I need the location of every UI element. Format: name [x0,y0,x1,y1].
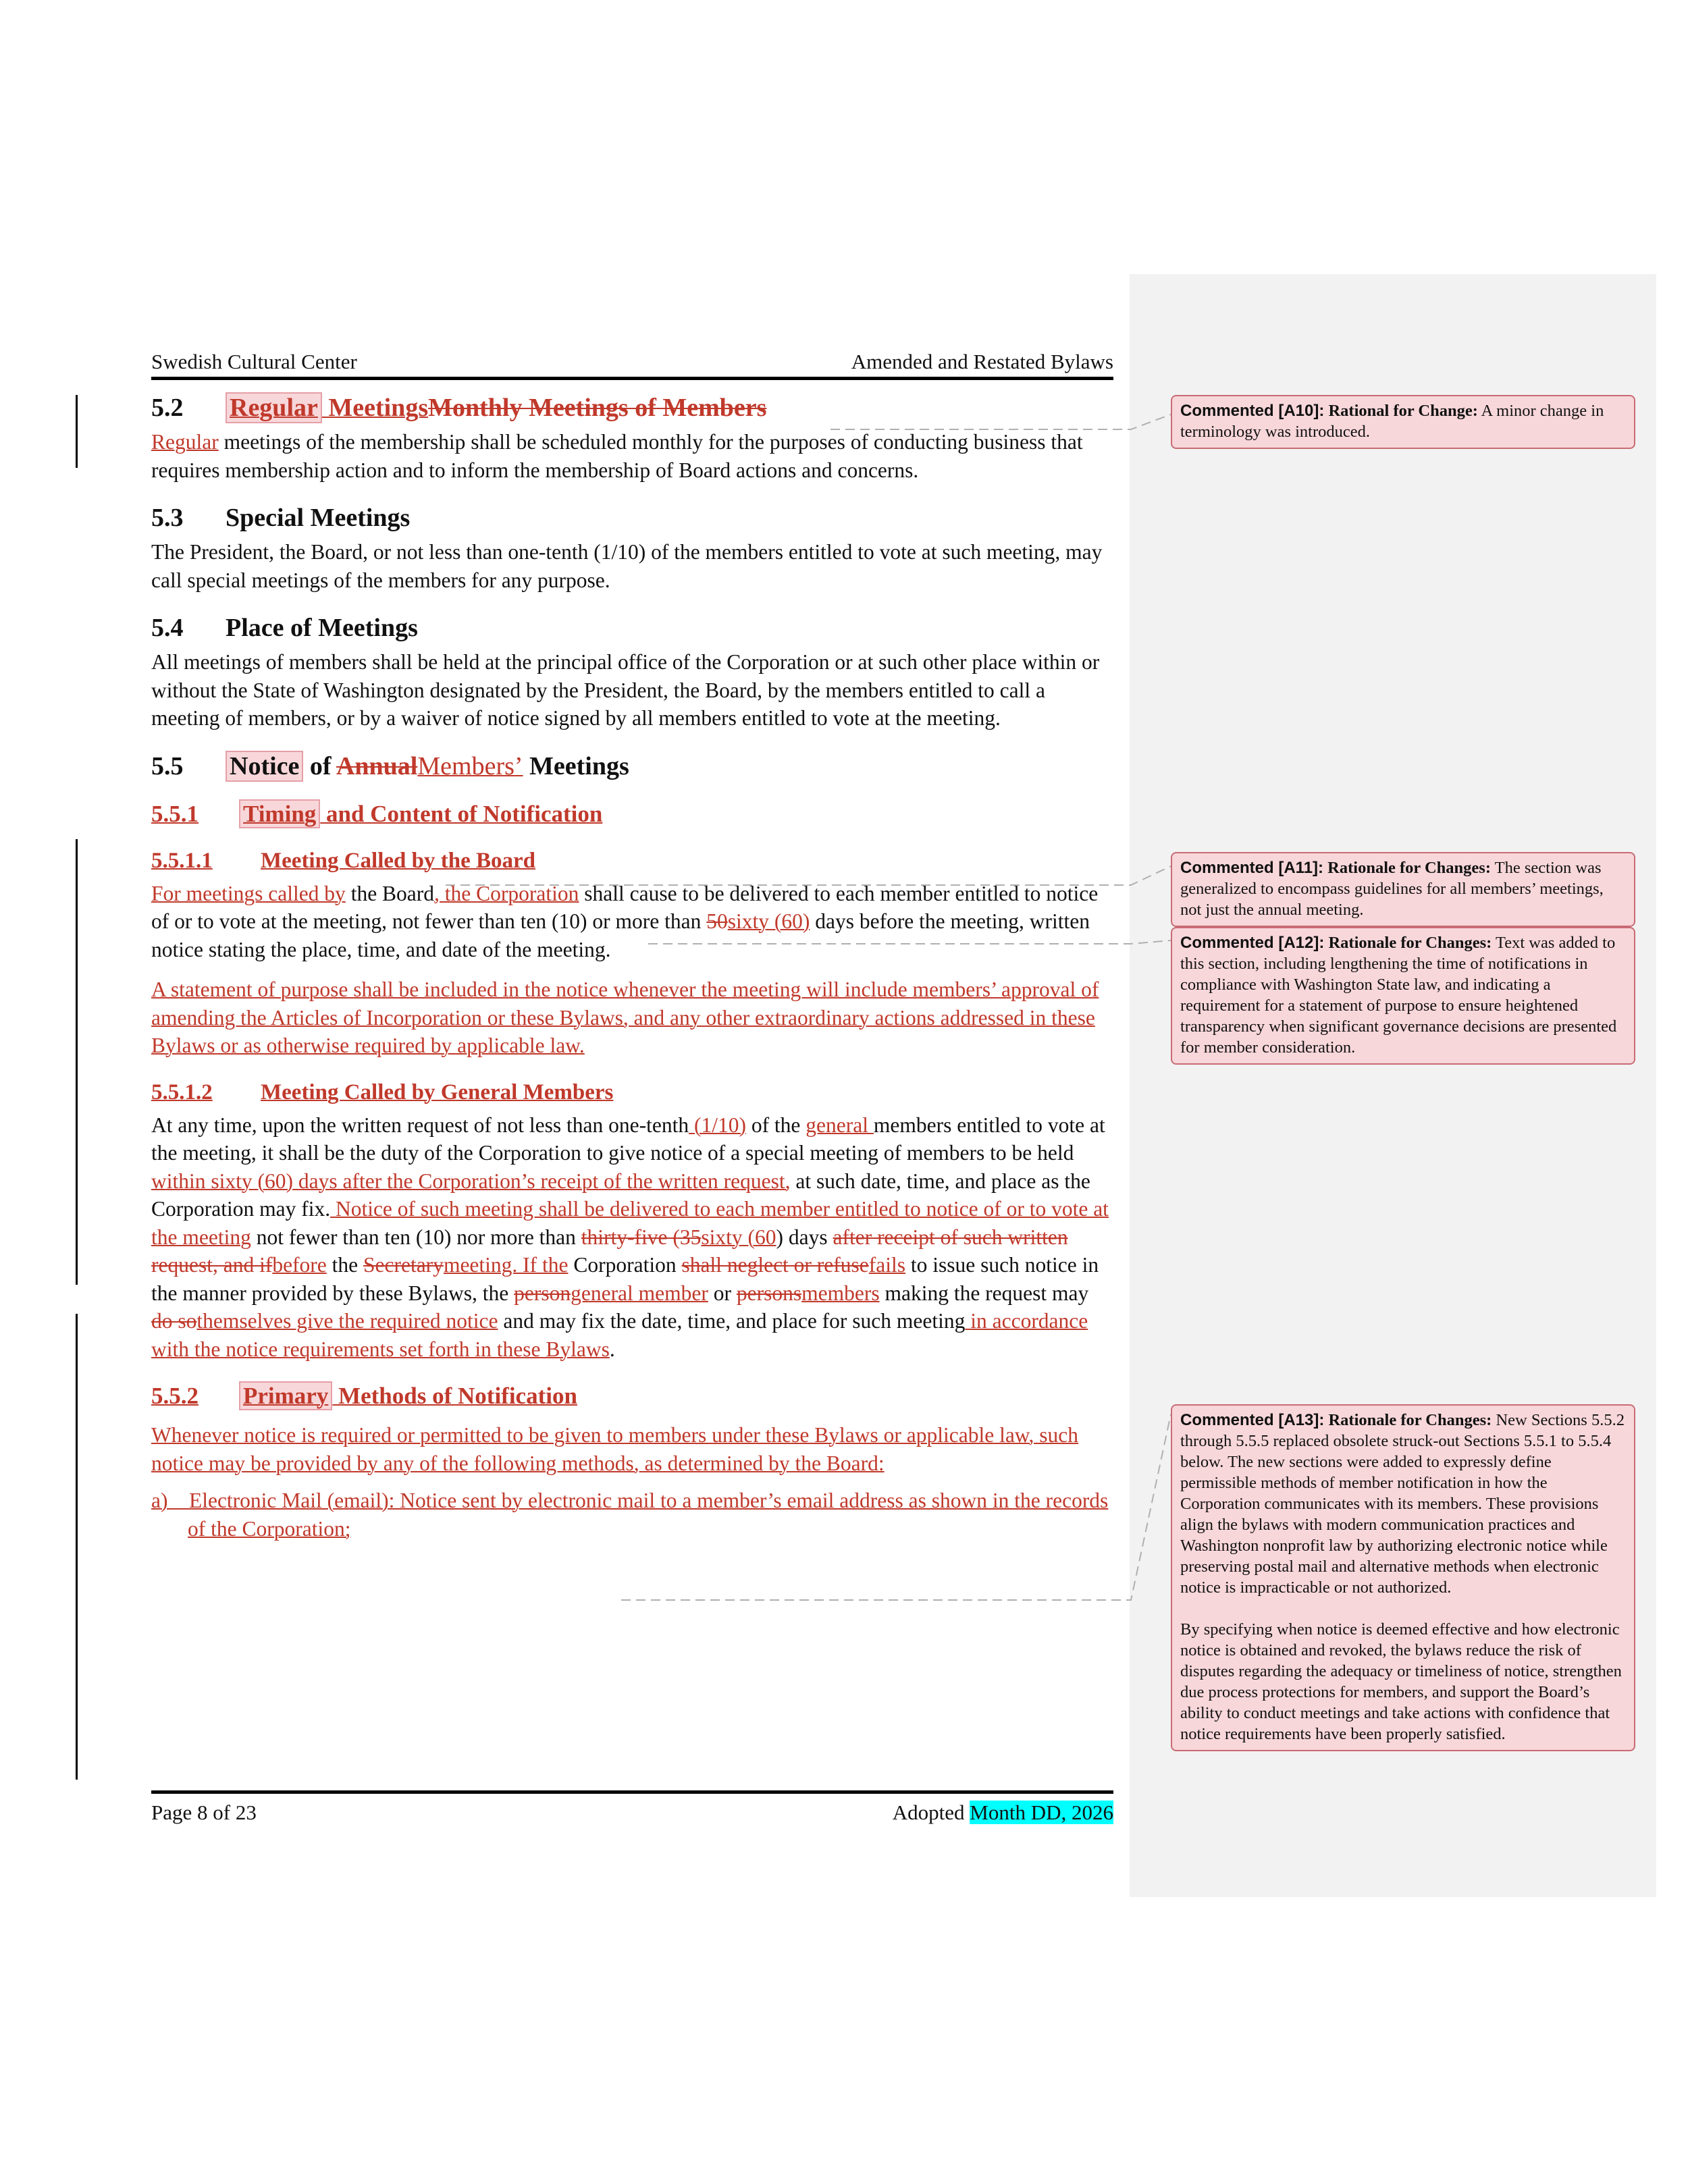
inserted-text: Regular [151,430,219,454]
deleted-text: thirty-five (35 [581,1225,702,1249]
header-org-name: Swedish Cultural Center [151,350,357,373]
footer-adopted-label: Adopted [892,1801,970,1824]
comment-anchor-a13[interactable]: Primary [239,1381,332,1410]
inserted-text: general member [571,1281,708,1305]
connector-line-a13 [621,1414,1171,1600]
comment-a13[interactable] [1171,1404,1635,1751]
connector-line-a12 [648,940,1171,944]
paragraph-text: or [708,1281,737,1305]
header-doc-title: Amended and Restated Bylaws [851,350,1113,373]
comment-anchor-a12[interactable]: Timing [239,799,320,828]
deleted-text: Annual [336,751,418,780]
deleted-text: persons [736,1281,802,1305]
paragraph-text: shall cause to be delivered to each member entitled to notice of or to vote at the meeting, not fewer than ten (10) or more than [151,881,1099,933]
deleted-text: shall neglect or refuse [681,1253,869,1277]
comment-label: Rational for Change: [1328,402,1478,420]
comment-tag: Commented [A12]: [1180,934,1325,952]
comment-anchor-a10[interactable]: Regular [226,392,322,423]
comment-text: A minor change in terminology was introduced. [1180,402,1604,441]
section-number: 5.3 [151,504,184,532]
section-number: 5.5.2 [151,1383,199,1409]
section-number: 5.5.1.1 [151,848,213,873]
inserted-text: , the Corporation [434,881,579,905]
inserted-text: in accordance with the notice requirements set forth in these Bylaws [151,1309,1088,1361]
footer-page-number: Page 8 of 23 [151,1801,257,1824]
paragraph-text: and may fix the date, time, and place for such meeting [498,1309,966,1333]
inserted-text: Members’ [417,751,523,780]
inserted-text: members [801,1281,880,1305]
inserted-text: Meetings [321,394,429,422]
inserted-text: sixty (60) [727,909,810,933]
comment-a11[interactable] [1171,852,1635,927]
deleted-text: after receipt of such written request, and if [151,1225,1068,1277]
comment-label: Rationale for Changes: [1328,934,1492,952]
connector-line-a11 [446,866,1171,885]
paragraph-text: the [326,1253,363,1277]
paragraph-text: . [609,1337,615,1361]
section-title: Special Meetings [226,504,411,532]
comment-text: New Sections 5.5.2 through 5.5.5 replaced obsolete struck-out Sections 5.5.1 to 5.5.4 below. The new sections were added to expressly define permissible methods of member notification in how the Corporation communicates with its members. These provisions align the bylaws with modern communication practices and Washington nonprofit law by authorizing electronic notice while preserving postal mail and alternative methods when electronic notice is impracticable or not authorized. [1180,1411,1625,1597]
comment-label: Rationale for Changes: [1328,1411,1492,1429]
inserted-text: Notice of such meeting shall be delivered to each member entitled to notice of or to vote at the meeting [151,1197,1109,1249]
heading-text: Meetings [523,751,629,780]
inserted-text: fails [868,1253,905,1277]
comment-tag: Commented [A13]: [1180,1411,1325,1429]
paragraph-text: of the [745,1113,806,1137]
section-number: 5.5.1 [151,800,199,827]
comment-text: The section was generalized to encompass guidelines for all members’ meetings, not just the annual meeting. [1180,859,1604,919]
paragraph-text: meetings of the membership shall be scheduled monthly for the purposes of conducting business that requires membership action and to inform the membership of Board actions and concerns. [151,430,1083,482]
comment-text-second-paragraph: By specifying when notice is deemed effective and how electronic notice is obtained and revoked, the bylaws reduce the risk of disputes regarding the adequacy or timeliness of notice, strengthen due process protections for members, and support the Board’s ability to conduct meetings and take actions with confidence that notice requirements have been properly satisfied. [1180,1620,1622,1743]
paragraph-text: members entitled to vote at the meeting, it shall be the duty of the Corporation to give notice of a special meeting of members to be held [151,1113,1105,1165]
comment-a12[interactable] [1171,927,1635,1065]
paragraph-text: days before the meeting, written notice stating the place, time, and date of the meeting. [151,909,1090,961]
comment-text: Text was added to this section, including lengthening the time of notifications in compliance with Washington State law, and indicating a requirement for a statement of purpose to ensure heightened transparency when significant governance decisions are presented for member consideration. [1180,934,1617,1057]
paragraph-text: Corporation [568,1253,682,1277]
paragraph-text: to issue such notice in the manner provided by these Bylaws, the [151,1253,1099,1305]
inserted-text: within sixty (60) days after the Corporation’s receipt of the written request, [151,1169,791,1193]
inserted-text: meeting. If the [443,1253,569,1277]
paragraph-text: At any time, upon the written request of not less than one-tenth [151,1113,689,1137]
deleted-text: Monthly Meetings of Members [428,394,767,422]
deleted-text: Secretary [363,1253,444,1277]
section-number: 5.2 [151,394,184,422]
paragraph-text: not fewer than ten (10) nor more than [250,1225,581,1249]
comment-label: Rationale for Changes: [1327,859,1491,877]
inserted-text: sixty (60 [701,1225,776,1249]
comment-anchor-a11[interactable]: Notice [226,751,303,782]
connector-line-a10 [830,415,1171,429]
deleted-text: 50 [706,909,728,933]
deleted-text: person [514,1281,571,1305]
section-5-4-paragraph: All meetings of members shall be held at the principal office of the Corporation or at such other place within or without the State of Washington designated by the President, the Board, by the members entitled to call a meeting of members, or by a waiver of notice signed by all members entitled to vote at the meeting. [151,650,1100,730]
inserted-text: Methods of Notification [332,1383,577,1409]
comment-tag: Commented [A10]: [1180,402,1325,420]
inserted-text: and Content of Notification [320,800,603,827]
deleted-text: do so [151,1309,197,1333]
section-5-3-paragraph: The President, the Board, or not less than one-tenth (1/10) of the members entitled to vote at such meeting, may call special meetings of the members for any purpose. [151,540,1103,592]
inserted-text: For meetings called by [151,881,346,905]
inserted-text: general [806,1113,874,1137]
section-number: 5.5.1.2 [151,1080,213,1104]
inserted-text: Meeting Called by General Members [261,1080,614,1104]
heading-text: of [303,751,336,780]
inserted-text: (1/10) [689,1113,746,1137]
paragraph-text: ) days [776,1225,833,1249]
inserted-text: Meeting Called by the Board [261,848,535,873]
footer-date-placeholder: Month DD, 2026 [970,1801,1113,1824]
section-number: 5.5 [151,751,184,780]
notification-method-item-a: a) Electronic Mail (email): Notice sent by electronic mail to a member’s email address as shown in the records of the Corporation; [151,1489,1109,1541]
paragraph-text: making the request may [879,1281,1089,1305]
section-5-5-1-1-purpose-paragraph: A statement of purpose shall be included in the notice whenever the meeting will include members’ approval of amending the Articles of Incorporation or these Bylaws, and any other extraordinary actions addressed in these Bylaws or as otherwise required by applicable law. [151,978,1099,1057]
comment-tag: Commented [A11]: [1180,859,1324,877]
inserted-text: before [272,1253,327,1277]
paragraph-text: the Board [345,881,435,905]
inserted-text: themselves give the required notice [196,1309,498,1333]
paragraph-text: at such date, time, and place as the Corporation may fix. [151,1169,1090,1221]
comment-a10[interactable] [1171,395,1635,449]
section-5-5-2-paragraph: Whenever notice is required or permitted to be given to members under these Bylaws or applicable law, such notice may be provided by any of the following methods, as determined by the Board: [151,1423,1079,1475]
section-number: 5.4 [151,614,184,642]
section-title: Place of Meetings [226,614,418,642]
